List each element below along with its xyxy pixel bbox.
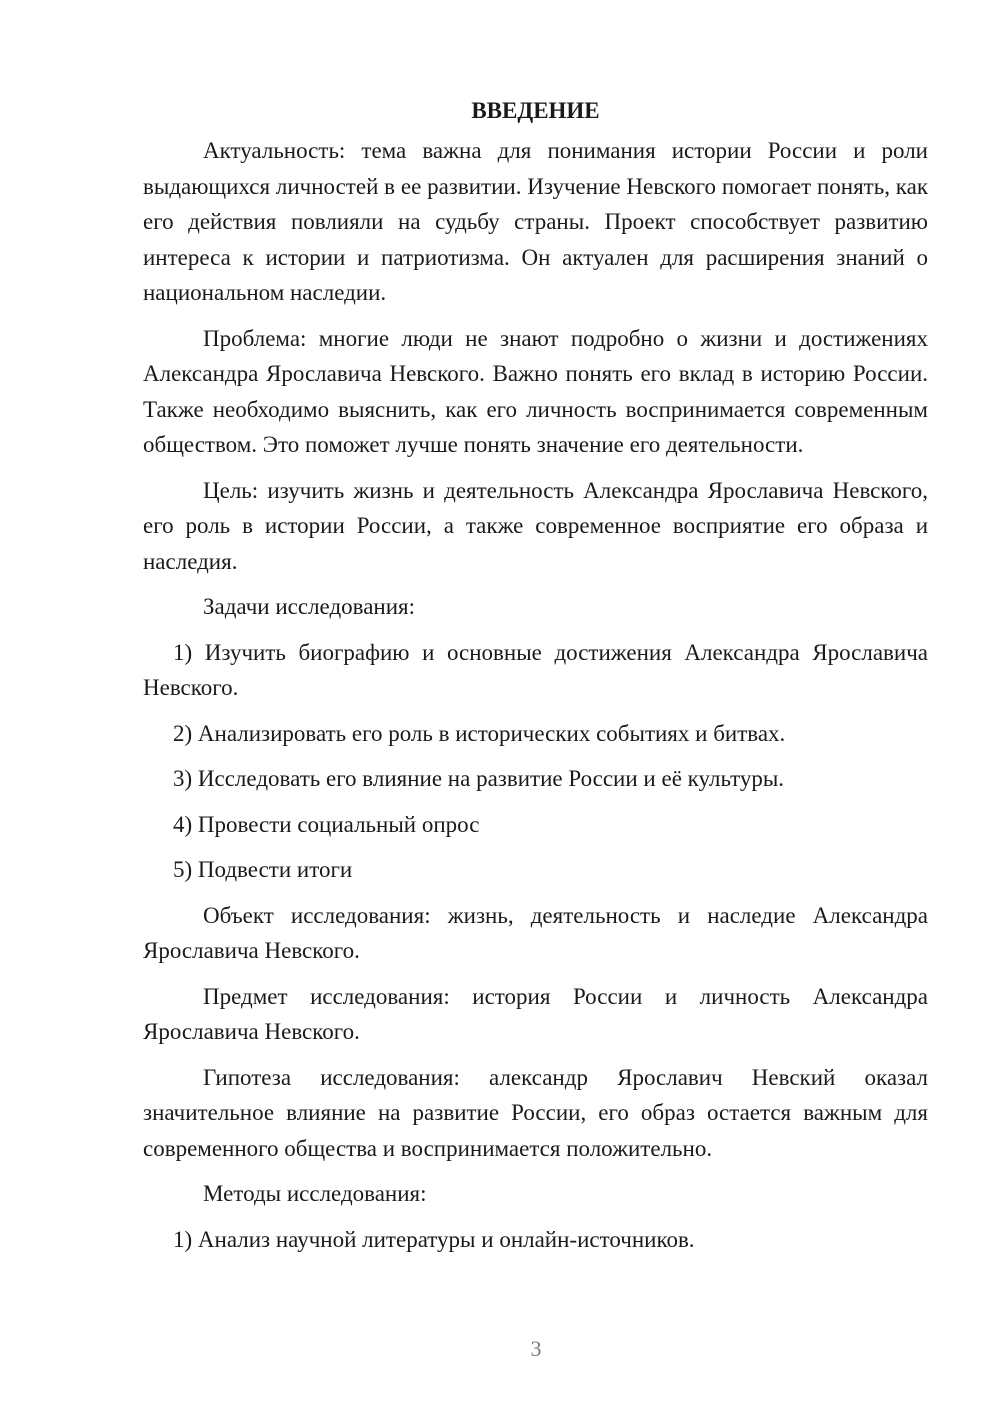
relevance-paragraph: Актуальность: тема важна для понимания истории России и роли выдающихся личностей в ее развитии. Изучение Невского помогает понять, как его действия повлияли на судьбу страны. Проект способствует развитию интереса к истории и патриотизма. Он актуален для расширения знаний о национальном наследии.	[143, 138, 928, 305]
hypothesis-paragraph: Гипотеза исследования: александр Ярославич Невский оказал значительное влияние на развитие России, его образ остается важным для современного общества и воспринимается положительно.	[143, 1064, 928, 1161]
page-number: 3	[530, 1336, 542, 1361]
methods-title: Методы исследования:	[203, 1181, 427, 1206]
task-item-2: 2) Анализировать его роль в исторических событиях и битвах.	[173, 720, 786, 746]
tasks-title: Задачи исследования:	[203, 594, 416, 619]
task-item-3: 3) Исследовать его влияние на развитие России и её культуры.	[173, 766, 785, 791]
subject-paragraph: Предмет исследования: история России и личность Александра Ярославича Невского.	[143, 983, 928, 1044]
task-item-1: 1) Изучить биографию и основные достижения Александра Ярославича Невского.	[143, 639, 928, 700]
task-item-5: 5) Подвести итоги	[173, 857, 353, 882]
page-title: ВВЕДЕНИЕ	[471, 98, 600, 123]
method-item-1: 1) Анализ научной литературы и онлайн-источников.	[173, 1226, 695, 1252]
document-page	[143, 93, 928, 1267]
problem-paragraph: Проблема: многие люди не знают подробно о жизни и достижениях Александра Ярославича Невского. Важно понять его вклад в историю России. Также необходимо выяснить, как его личность воспринимается современным обществом. Это поможет лучше понять значение его деятельности.	[143, 325, 928, 457]
task-item-4: 4) Провести социальный опрос	[173, 811, 480, 837]
object-paragraph: Объект исследования: жизнь, деятельность и наследие Александра Ярославича Невского.	[143, 902, 928, 963]
goal-paragraph: Цель: изучить жизнь и деятельность Александра Ярославича Невского, его роль в истории России, а также современное восприятие его образа и наследия.	[143, 477, 928, 574]
